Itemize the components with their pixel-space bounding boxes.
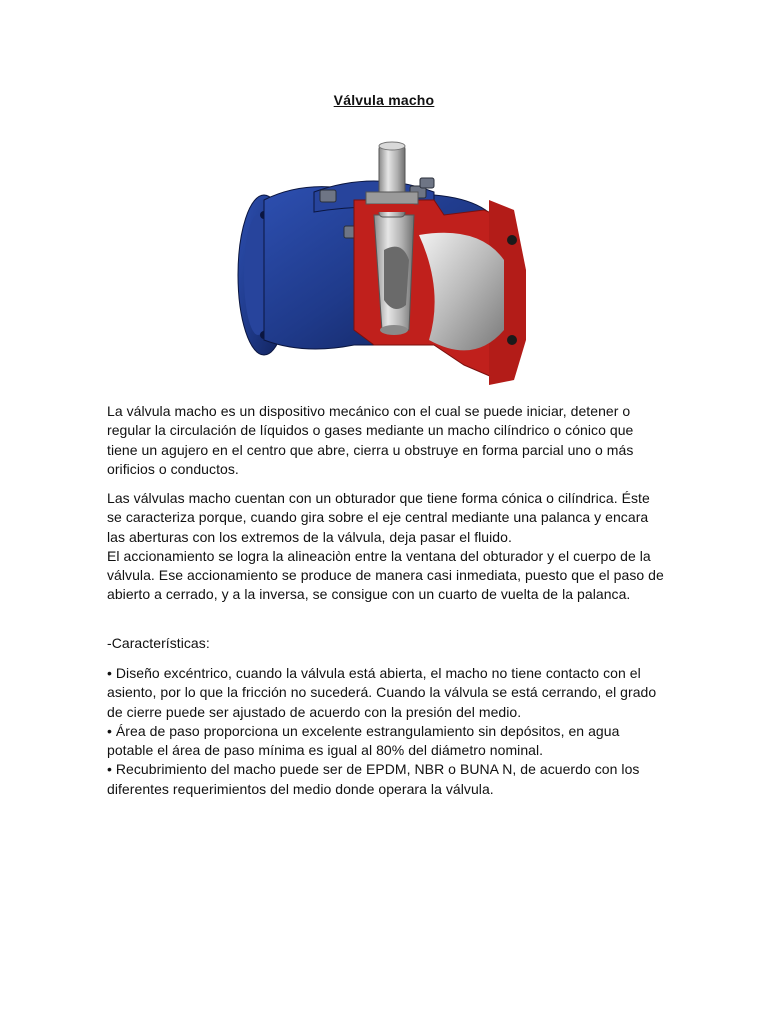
paragraph-intro — [107, 402, 667, 479]
characteristics-list — [107, 664, 667, 799]
section-heading-characteristics — [107, 634, 667, 653]
list-item: • Área de paso proporciona un excelente estrangulamiento sin depósitos, en agua potable el área de paso mínima es igual al 80% del diámetro nominal. — [107, 722, 620, 759]
paragraph-line: -Características: — [107, 635, 210, 651]
paragraph-line: Las válvulas macho cuentan con un obturador que tiene forma cónica o cilíndrica. Éste se caracteriza porque, cuando gira sobre el eje central mediante una palanca y encara las aberturas con los extremos de la válvula, deja pasar el fluido. — [107, 490, 650, 545]
paragraph-operation — [107, 489, 667, 605]
list-item: • Diseño excéntrico, cuando la válvula está abierta, el macho no tiene contacto con el asiento, por lo que la fricción no sucederá. Cuando la válvula se está cerrando, el grado de cierre puede ser ajustado de acuerdo con la presión del medio. — [107, 665, 657, 720]
plug-valve-illustration — [234, 140, 534, 390]
paragraph-line: El accionamiento se logra la alineaciòn entre la ventana del obturador y el cuerpo de la válvula. Ese accionamiento se produce de manera casi inmediata, puesto que el paso de abierto a cerrado, y a la inversa, se consigue con un cuarto de vuelta de la palanca. — [107, 547, 664, 603]
plug-valve-drawing — [234, 140, 534, 390]
paragraph-line: La válvula macho es un dispositivo mecánico con el cual se puede iniciar, detener o regular la circulación de líquidos o gases mediante un macho cilíndrico o cónico que tiene un agujero en el centro que abre, cierra u obstruye en forma parcial uno o más orificios o conductos. — [107, 403, 634, 477]
list-item: • Recubrimiento del macho puede ser de EPDM, NBR o BUNA N, de acuerdo con los diferentes requerimientos del medio donde operara la válvula. — [107, 761, 640, 797]
document-title: Válvula macho — [333, 92, 435, 108]
